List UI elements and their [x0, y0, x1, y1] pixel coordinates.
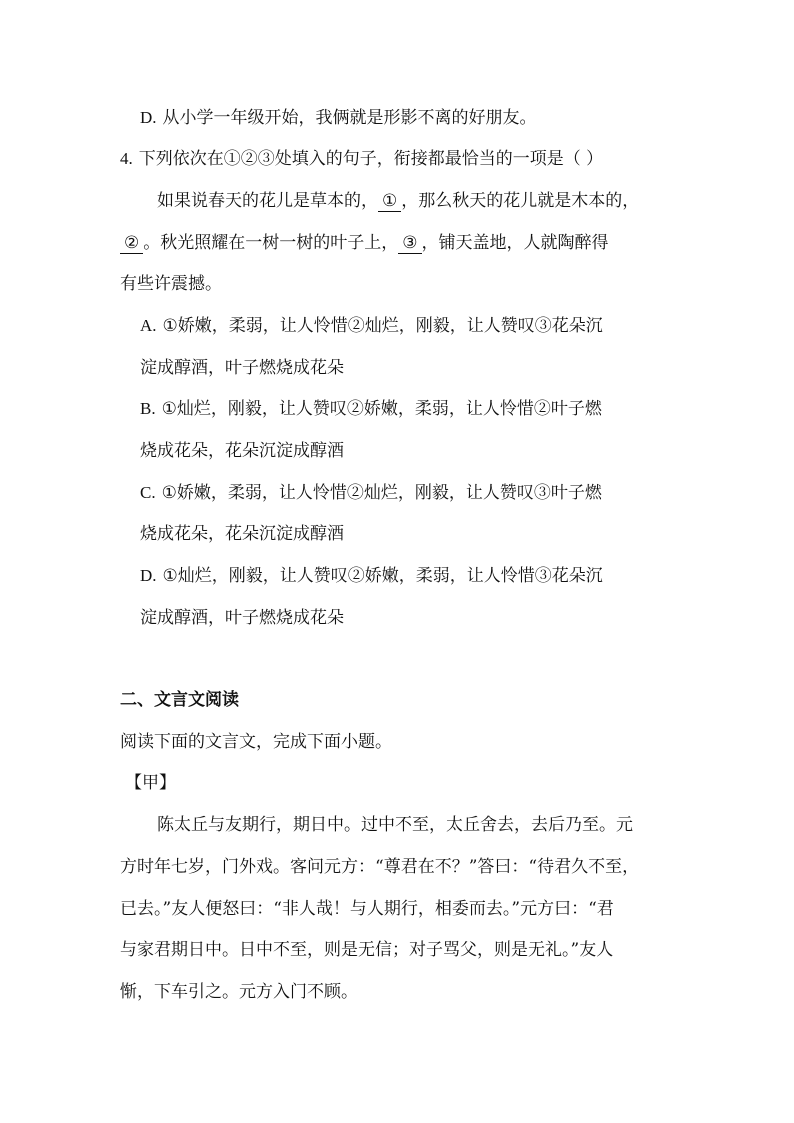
- option-letter: C.: [140, 483, 156, 502]
- classical-line-2: 方时年七岁，门外戏。客问元方：“尊君在不？”答曰：“待君久不至，: [120, 857, 640, 877]
- blank-3: ③: [398, 233, 421, 254]
- option-b-line-2: [140, 439, 344, 463]
- classical-line-3: 已去。”友人便怒曰：“非人哉！与人期行，相委而去。”元方曰：“君: [120, 899, 614, 919]
- option-letter: D.: [140, 566, 157, 585]
- option-a-line-2: [140, 356, 344, 380]
- option-text: 从小学一年级开始，我俩就是形影不离的好朋友。: [162, 108, 537, 128]
- classical-line-5: 惭，下车引之。元方入门不顾。: [120, 982, 358, 1002]
- blank-1: ①: [378, 191, 401, 212]
- option-a-line-1: [140, 314, 603, 338]
- option-c-line-2: [140, 522, 344, 546]
- option-letter: B.: [140, 399, 156, 418]
- option-text: ①灿烂，刚毅，让人赞叹②娇嫩，柔弱，让人怜惜②叶子燃: [161, 399, 602, 419]
- option-text: ①娇嫩，柔弱，让人怜惜②灿烂，刚毅，让人赞叹③叶子燃: [161, 483, 602, 503]
- option-c-line-1: [140, 481, 602, 505]
- option-text: 淀成醇酒，叶子燃烧成花朵: [140, 608, 344, 628]
- option-letter: A.: [140, 316, 157, 335]
- option-text: 淀成醇酒，叶子燃烧成花朵: [140, 358, 344, 378]
- option-d-line-1: [140, 564, 603, 588]
- passage-line-2: [120, 231, 609, 255]
- passage-text: 有些许震撼。: [120, 274, 222, 294]
- option-letter: D.: [140, 108, 157, 127]
- classical-line-1: 陈太丘与友期行，期日中。过中不至，太丘舍去，去后乃至。元: [157, 815, 633, 835]
- question-4-stem: [120, 147, 603, 171]
- q3-option-d: [140, 106, 537, 130]
- passage-text: ，铺天盖地，人就陶醉得: [421, 233, 609, 253]
- passage-line-3: [120, 272, 222, 296]
- option-text: ①娇嫩，柔弱，让人怜惜②灿烂，刚毅，让人赞叹③花朵沉: [162, 316, 603, 336]
- question-text: 下列依次在①②③处填入的句子，衔接都最恰当的一项是（ ）: [138, 149, 604, 169]
- passage-line-1: [157, 189, 639, 213]
- classical-line-4: 与家君期日中。日中不至，则是无信；对子骂父，则是无礼。”友人: [120, 940, 614, 960]
- passage-text: 。秋光照耀在一树一树的叶子上，: [143, 233, 399, 253]
- blank-2: ②: [120, 233, 143, 254]
- option-text: ①灿烂，刚毅，让人赞叹②娇嫩，柔弱，让人怜惜③花朵沉: [162, 566, 603, 586]
- section-heading: 二、文言文阅读: [120, 690, 239, 710]
- option-b-line-1: [140, 397, 602, 421]
- passage-label: 【甲】: [125, 773, 176, 793]
- section-instruction: 阅读下面的文言文，完成下面小题。: [120, 732, 392, 752]
- option-text: 烧成花朵，花朵沉淀成醇酒: [140, 441, 344, 461]
- option-d-line-2: [140, 606, 344, 630]
- passage-text: 如果说春天的花儿是草本的，: [157, 191, 378, 211]
- question-number: 4.: [120, 149, 133, 168]
- passage-text: ，那么秋天的花儿就是木本的，: [401, 191, 640, 211]
- option-text: 烧成花朵，花朵沉淀成醇酒: [140, 524, 344, 544]
